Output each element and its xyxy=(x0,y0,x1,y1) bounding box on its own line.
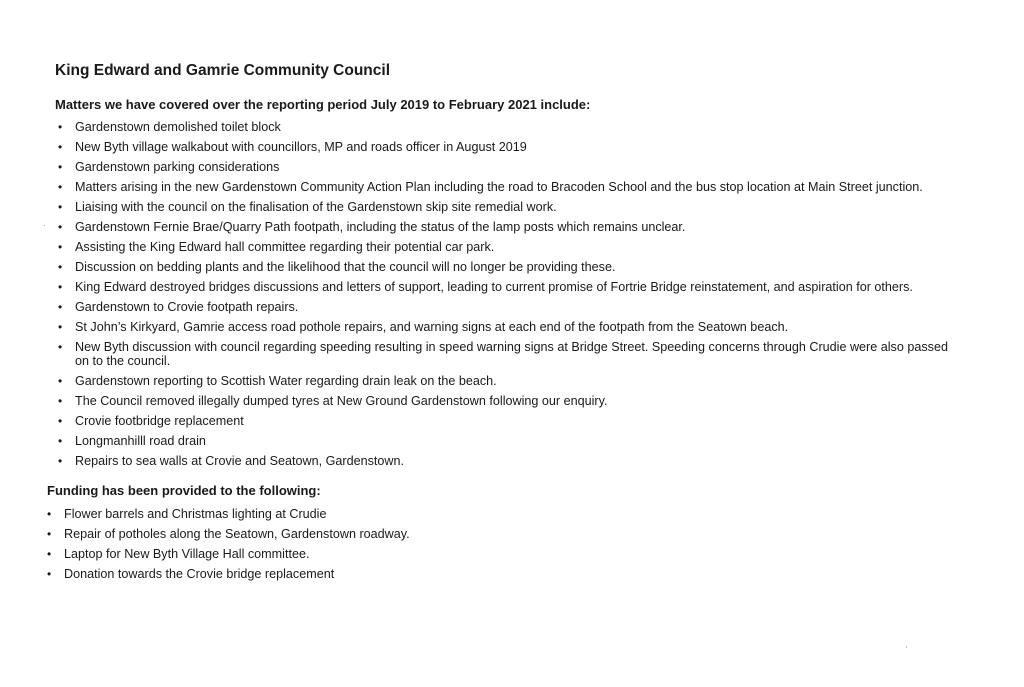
list-item: • New Byth village walkabout with councillors, MP and roads officer in August 2019 xyxy=(58,140,527,154)
list-item: • Gardenstown parking considerations xyxy=(58,160,280,174)
bullet-icon: • xyxy=(58,374,63,388)
list-item: • Gardenstown to Crovie footpath repairs. xyxy=(58,300,299,314)
list-item: • Donation towards the Crovie bridge replacement xyxy=(47,567,335,581)
bullet-icon: • xyxy=(58,220,63,234)
bullet-icon: • xyxy=(58,414,63,428)
list-item: • Liaising with the council on the finalisation of the Gardenstown skip site remedial work. xyxy=(58,200,557,214)
bullet-icon: • xyxy=(58,320,63,334)
bullet-icon: • xyxy=(58,160,63,174)
list-item: • Gardenstown demolished toilet block xyxy=(58,120,281,134)
bullet-icon: • xyxy=(58,340,63,354)
bullet-icon: • xyxy=(58,280,63,294)
bullet-icon: • xyxy=(58,140,63,154)
funding-heading: Funding has been provided to the following: xyxy=(47,483,321,498)
bullet-icon: • xyxy=(58,394,63,408)
scan-speck: ' xyxy=(906,645,908,654)
list-item: • Repairs to sea walls at Crovie and Seatown, Gardenstown. xyxy=(58,454,405,468)
bullet-icon: • xyxy=(47,527,52,541)
list-item: • King Edward destroyed bridges discussions and letters of support, leading to current promise of Fortrie Bridge reinstatement, and aspiration for others. xyxy=(58,280,913,294)
document-title: King Edward and Gamrie Community Council xyxy=(55,62,391,79)
matters-list xyxy=(58,120,958,474)
bullet-icon: • xyxy=(58,300,63,314)
bullet-icon: • xyxy=(58,260,63,274)
bullet-icon: • xyxy=(58,200,63,214)
list-item: • Repair of potholes along the Seatown, Gardenstown roadway. xyxy=(47,527,410,541)
matters-heading: Matters we have covered over the reporting period July 2019 to February 2021 include: xyxy=(55,97,591,112)
funding-list xyxy=(47,507,747,587)
bullet-icon: • xyxy=(58,120,63,134)
bullet-icon: • xyxy=(58,240,63,254)
bullet-icon: • xyxy=(47,547,52,561)
bullet-icon: • xyxy=(47,507,52,521)
list-item: • Laptop for New Byth Village Hall committee. xyxy=(47,547,310,561)
list-item: • Crovie footbridge replacement xyxy=(58,414,244,428)
list-item: • Gardenstown Fernie Brae/Quarry Path footpath, including the status of the lamp posts which remains unclear. xyxy=(58,220,686,234)
list-item: • Discussion on bedding plants and the likelihood that the council will no longer be providing these. xyxy=(58,260,616,274)
list-item: • Matters arising in the new Gardenstown Community Action Plan including the road to Bracoden School and the bus stop location at Main Street junction. xyxy=(58,180,923,194)
list-item: • Flower barrels and Christmas lighting at Crudie xyxy=(47,507,327,521)
list-item: • Gardenstown reporting to Scottish Water regarding drain leak on the beach. xyxy=(58,374,497,388)
list-item: • New Byth discussion with council regarding speeding resulting in speed warning signs at Bridge Street. Speeding concerns through Crudie were also passed on to the council. xyxy=(58,340,948,368)
list-item: • Longmanhilll road drain xyxy=(58,434,206,448)
bullet-icon: • xyxy=(58,180,63,194)
list-item: • Assisting the King Edward hall committee regarding their potential car park. xyxy=(58,240,495,254)
bullet-icon: • xyxy=(58,454,63,468)
scan-speck: · xyxy=(43,221,46,230)
list-item: • St John’s Kirkyard, Gamrie access road pothole repairs, and warning signs at each end of the footpath from the Seatown beach. xyxy=(58,320,789,334)
bullet-icon: • xyxy=(58,434,63,448)
list-item: • The Council removed illegally dumped tyres at New Ground Gardenstown following our enquiry. xyxy=(58,394,608,408)
bullet-icon: • xyxy=(47,567,52,581)
